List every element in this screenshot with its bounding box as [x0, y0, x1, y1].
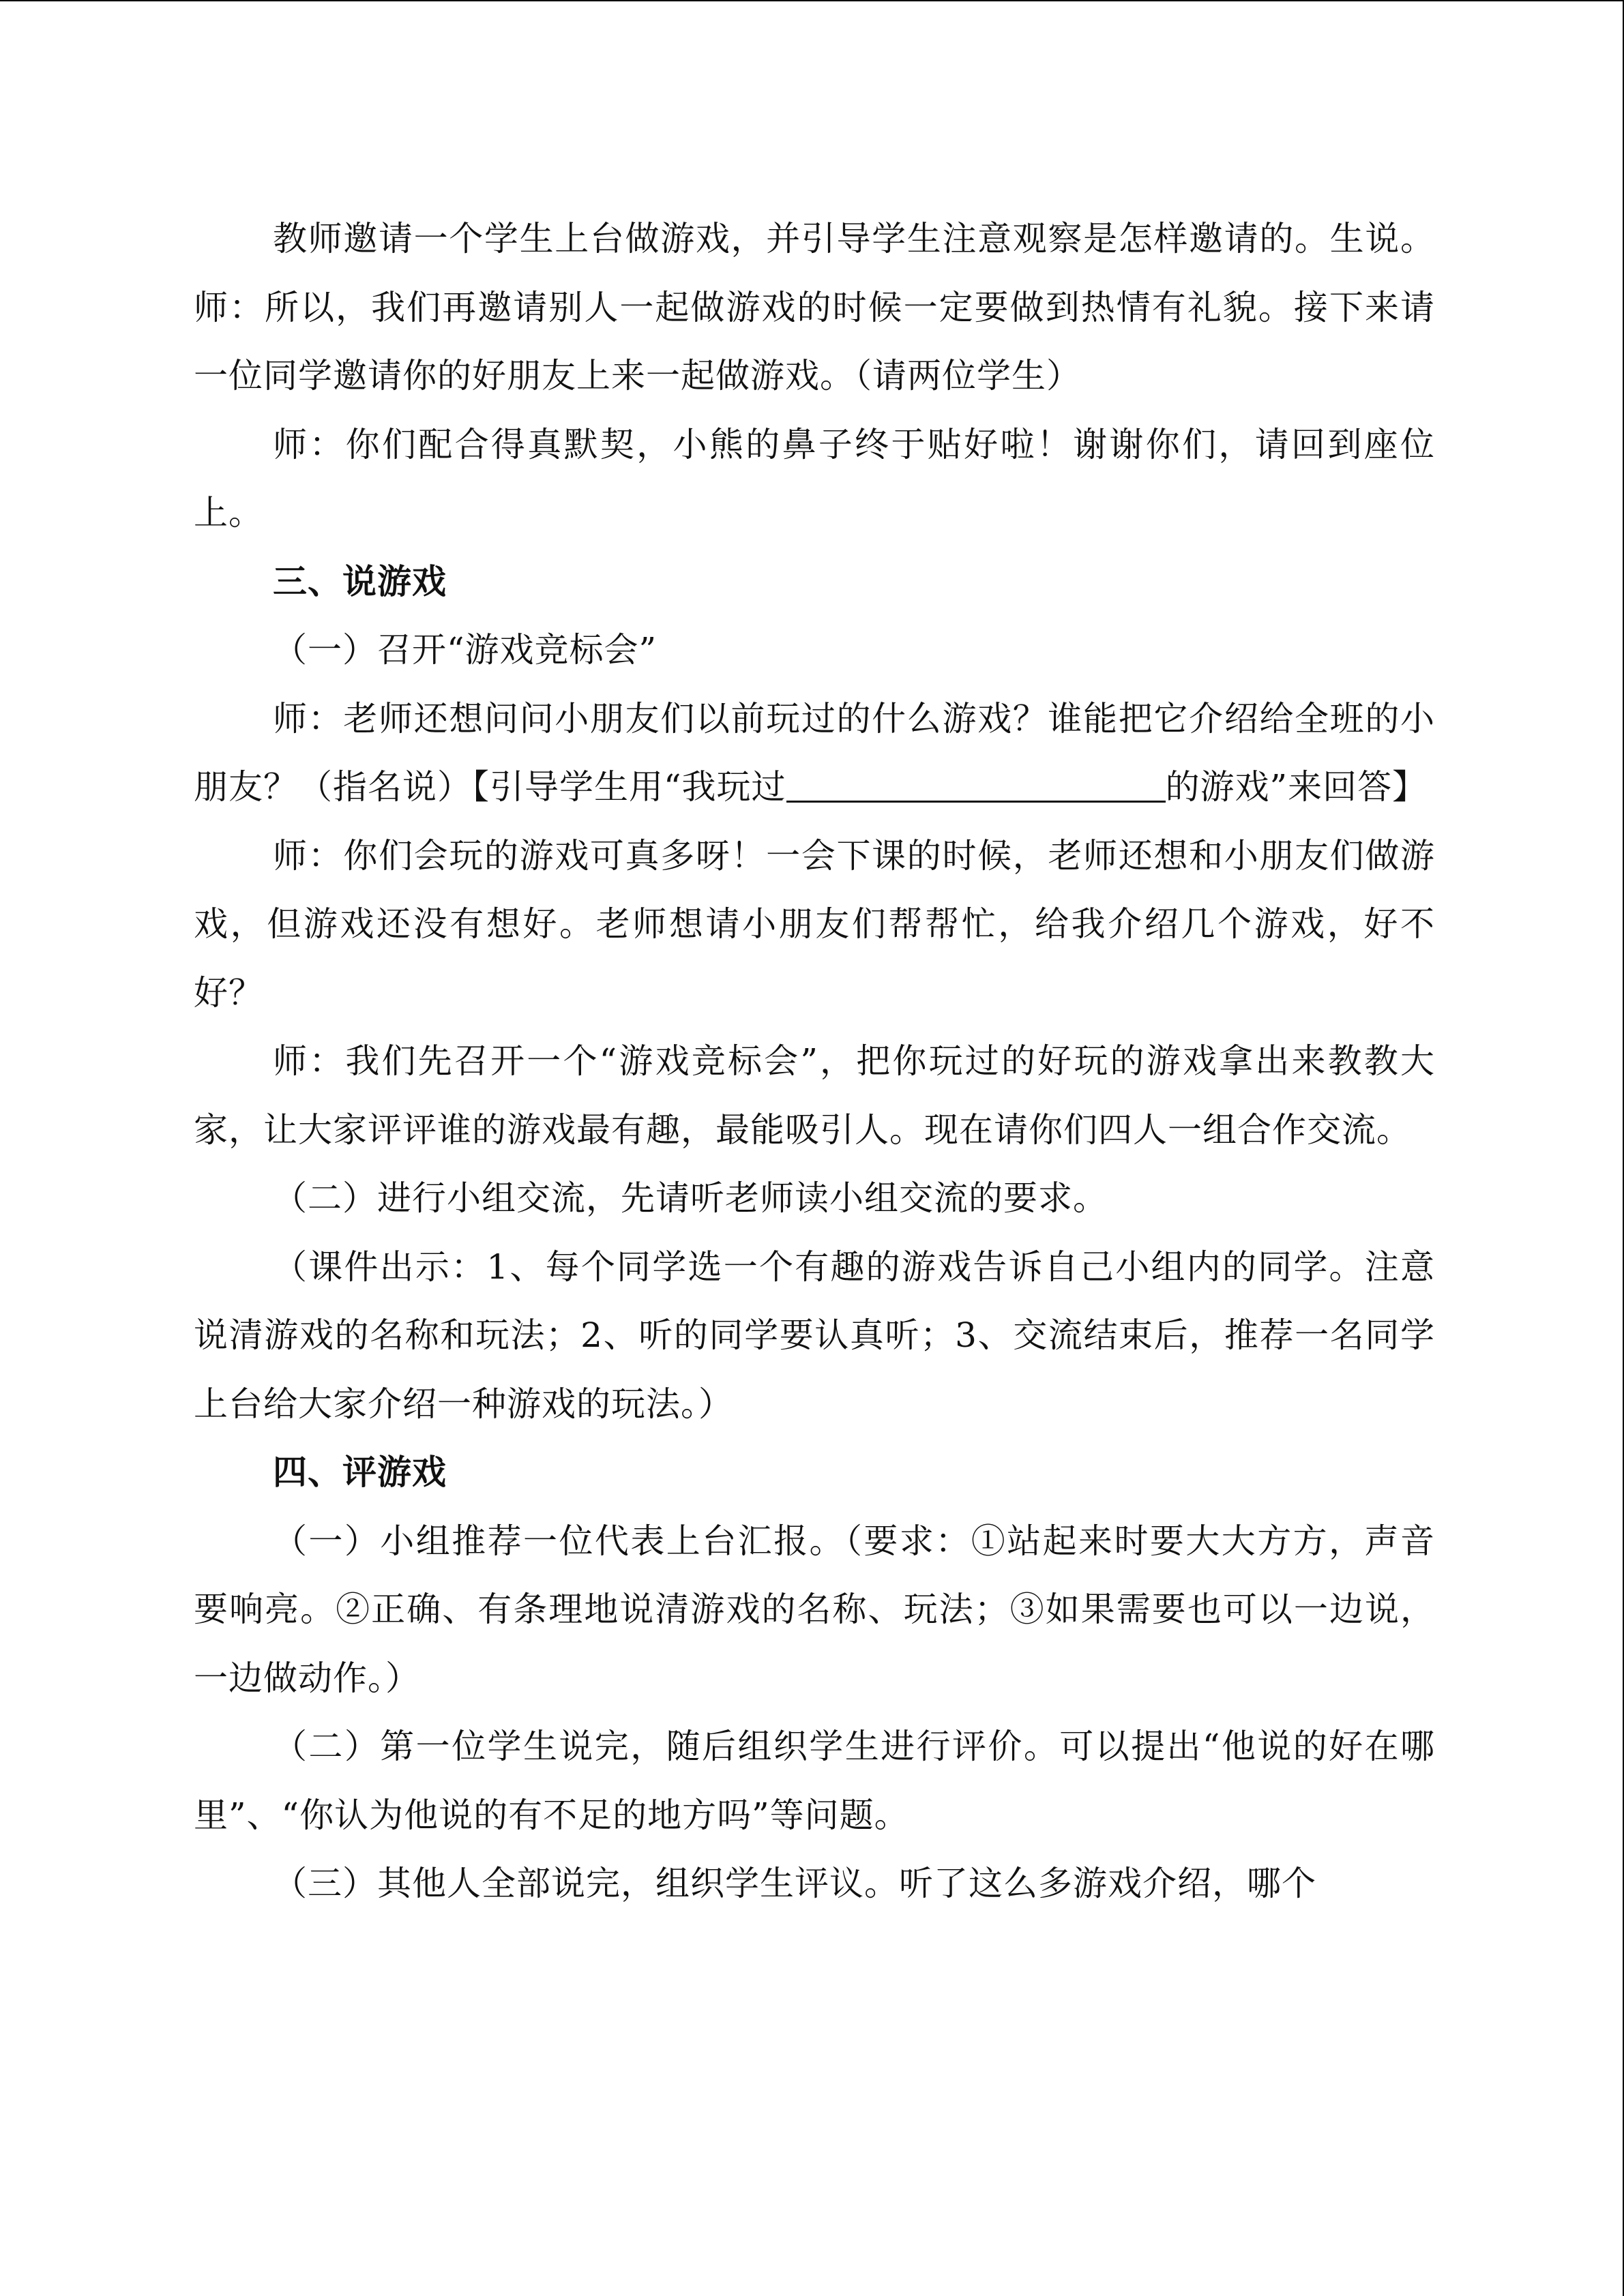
section-heading-talk-games: 三、说游戏	[273, 561, 447, 601]
document-body	[194, 205, 1435, 1918]
paragraph-bidding-intro: 师：我们先召开一个“游戏竞标会”，把你玩过的好玩的游戏拿出来教教大家，让大家评评谁的游戏最有趣，最能吸引人。现在请你们四人一组合作交流。	[194, 1041, 1435, 1150]
fill-in-blank-line	[786, 762, 1166, 803]
paragraph-others-finish: （三）其他人全部说完，组织学生评议。听了这么多游戏介绍，哪个	[273, 1864, 1316, 1903]
paragraph-many-games: 师：你们会玩的游戏可真多呀！一会下课的时候，老师还想和小朋友们做游戏，但游戏还没有想好。老师想请小朋友们帮帮忙，给我介绍几个游戏，好不好？	[194, 835, 1435, 1013]
subsection-bidding-meeting: （一）召开“游戏竞标会”	[273, 630, 658, 670]
subsection-group-exchange: （二）进行小组交流，先请听老师读小组交流的要求。	[273, 1178, 1108, 1218]
paragraph-courseware-requirements: （课件出示：1、每个同学选一个有趣的游戏告诉自己小组内的同学。注意说清游戏的名称和玩法；2、听的同学要认真听；3、交流结束后，推荐一名同学上台给大家介绍一种游戏的玩法。）	[194, 1247, 1435, 1424]
paragraph-teacher-question	[194, 685, 1435, 822]
paragraph-group-report: （一）小组推荐一位代表上台汇报。（要求：①站起来时要大大方方，声音要响亮。②正确、有条理地说清游戏的名称、玩法；③如果需要也可以一边说，一边做动作。）	[194, 1521, 1435, 1698]
paragraph-teacher-praise: 师：你们配合得真默契，小熊的鼻子终于贴好啦！谢谢你们，请回到座位上。	[194, 424, 1435, 533]
paragraph-invite-game: 教师邀请一个学生上台做游戏，并引导学生注意观察是怎样邀请的。生说。师：所以，我们再邀请别人一起做游戏的时候一定要做到热情有礼貌。接下来请一位同学邀请你的好朋友上来一起做游戏。（请两位学生）	[194, 219, 1435, 396]
paragraph-first-student-evaluation: （二）第一位学生说完，随后组织学生进行评价。可以提出“他说的好在哪里”、“你认为他说的有不足的地方吗”等问题。	[194, 1727, 1435, 1835]
section-heading-evaluate-games: 四、评游戏	[273, 1452, 447, 1492]
question-text-after-blank: 的游戏”来回答】	[1165, 767, 1428, 807]
question-text-before-blank: 师：老师还想问问小朋友们以前玩过的什么游戏？谁能把它介绍给全班的小朋友？（指名说）【引导学生用“我玩过	[194, 698, 1435, 807]
